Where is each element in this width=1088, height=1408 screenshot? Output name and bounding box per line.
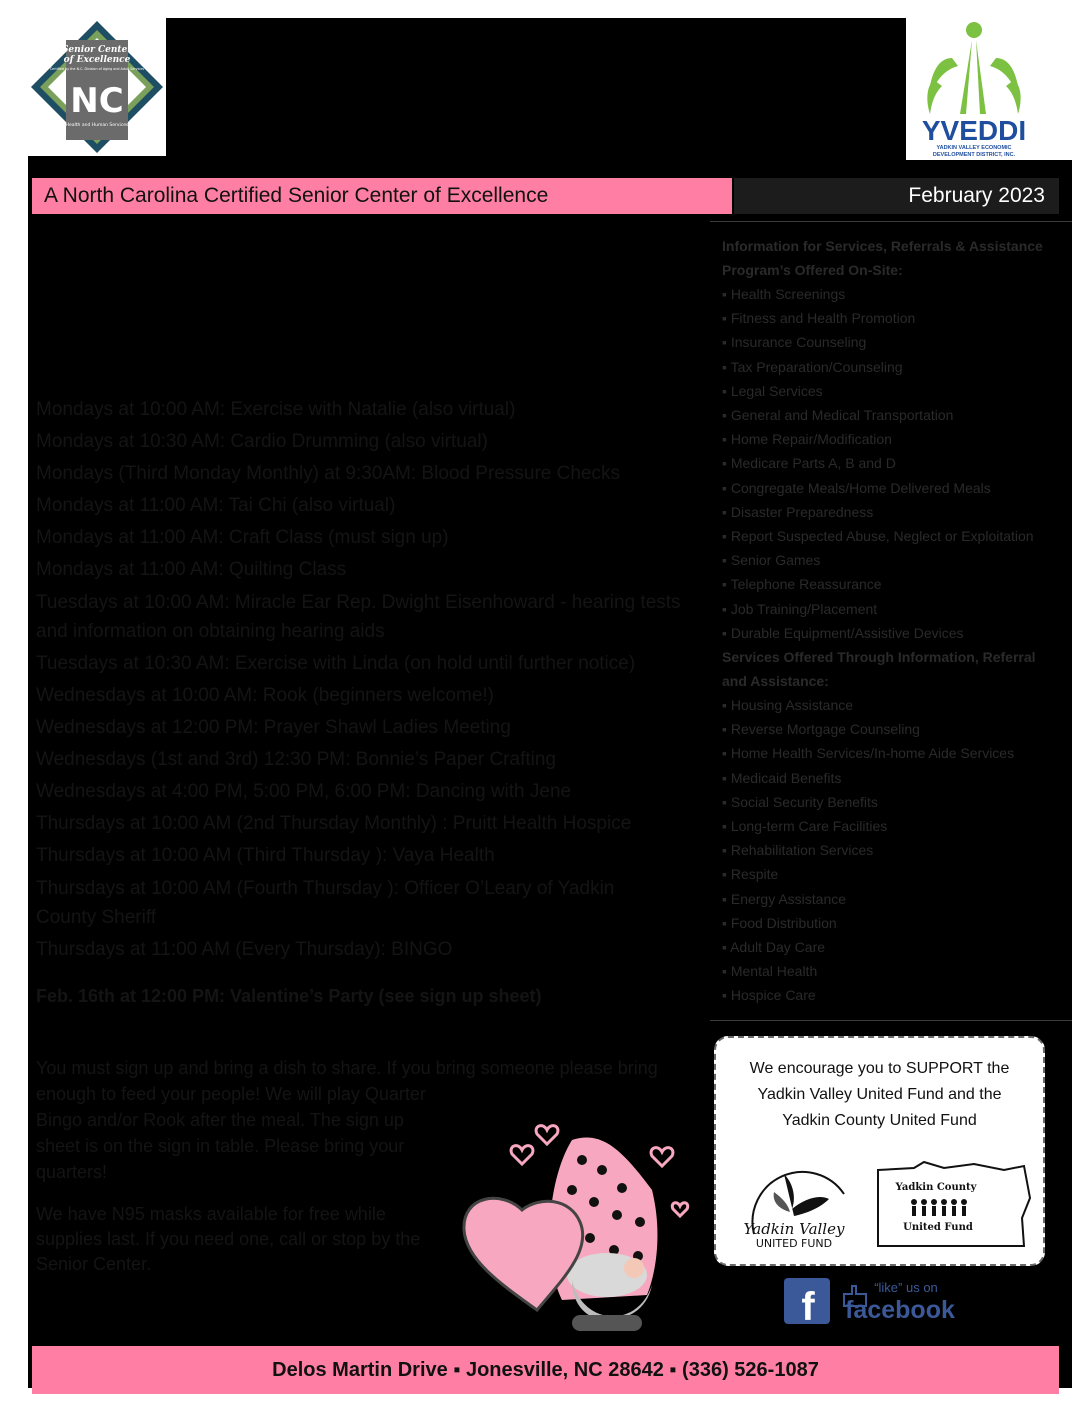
masks-notice: We have N95 masks available for free while supplies last. If you need one, call or stop by the Senior Center. <box>36 1204 421 1274</box>
onsite-program-item: ▪ Report Suspected Abuse, Neglect or Exploitation <box>722 528 1034 545</box>
onsite-program-item: ▪ Home Repair/Modification <box>722 431 892 448</box>
referral-service-item: ▪ Housing Assistance <box>722 697 854 714</box>
yveddi-tagline-1: YADKIN VALLEY ECONOMIC <box>936 145 1012 151</box>
sidebar-heading-onsite: Program’s Offered On-Site: <box>722 262 903 278</box>
support-line-2: Yadkin Valley United Fund and the <box>757 1086 1002 1103</box>
onsite-program-item: ▪ Health Screenings <box>722 286 846 302</box>
schedule-item: Thursdays at 10:00 AM (2nd Thursday Monthly) : Pruitt Health Hospice <box>36 813 632 834</box>
referral-service-item: ▪ Energy Assistance <box>722 890 847 907</box>
party-details-first-line: You must sign up and bring a dish to share. If you bring someone please bring <box>36 1058 658 1078</box>
support-message <box>716 1056 1043 1134</box>
referral-service-item: ▪ Adult Day Care <box>722 939 826 956</box>
onsite-program-item: ▪ Insurance Counseling <box>722 334 867 351</box>
sidebar-heading-referral-cont: and Assistance: <box>722 673 829 690</box>
sidebar-heading-info: Information for Services, Referrals & Assistance <box>722 238 1043 254</box>
schedule-item: Tuesdays at 10:00 AM: Miracle Ear Rep. Dwight Eisenhoward - hearing tests and information on obtaining hearing aids <box>36 592 681 642</box>
senior-center-excellence-logo <box>28 18 166 156</box>
referral-service-item: ▪ Medicaid Benefits <box>722 769 842 786</box>
logo-nc: NC <box>70 81 124 121</box>
schedule-item: Wednesdays at 12:00 PM: Prayer Shawl Ladies Meeting <box>36 717 511 738</box>
logo-line1: Senior Center <box>61 45 133 55</box>
yveddi-name: YVEDDI <box>921 115 1027 146</box>
onsite-program-item: ▪ Legal Services <box>722 382 823 399</box>
referral-service-item: ▪ Social Security Benefits <box>722 793 878 810</box>
referral-service-item: ▪ Reverse Mortgage Counseling <box>722 721 920 738</box>
sidebar-heading-referral: Services Offered Through Information, Referral <box>722 649 1036 666</box>
yadkin-valley-united-fund-logo <box>734 1154 864 1254</box>
yveddi-logo <box>906 18 1072 160</box>
onsite-program-item: ▪ Fitness and Health Promotion <box>722 310 916 327</box>
party-details: enough to feed your people! We will play Quarter Bingo and/or Rook after the meal. The sign up sheet is on the sign in table. Please bring your quarters! <box>36 1084 426 1182</box>
yv-logo-name: Yadkin Valley <box>743 1220 845 1238</box>
onsite-program-item: ▪ Senior Games <box>722 552 821 569</box>
logo-certified: Certified by the N.C. Division of Aging and Adult Services <box>49 67 145 71</box>
yveddi-tagline-2: DEVELOPMENT DISTRICT, INC. <box>932 152 1016 158</box>
facebook-like-text: “like” us on <box>874 1280 938 1295</box>
schedule-item: Wednesdays (1st and 3rd) 12:30 PM: Bonnie’s Paper Crafting <box>36 749 556 770</box>
united-fund-support-box <box>714 1036 1045 1266</box>
logo-line2: of Excellence <box>63 55 131 65</box>
referral-service-item: ▪ Food Distribution <box>722 914 837 931</box>
logo-dhhs: Health and Human Services <box>65 123 129 128</box>
onsite-program-item: ▪ Congregate Meals/Home Delivered Meals <box>722 479 991 496</box>
onsite-program-item: ▪ Disaster Preparedness <box>722 503 874 520</box>
svg-text:f: f <box>801 1285 815 1329</box>
schedule-item: Mondays at 11:00 AM: Tai Chi (also virtual) <box>36 495 396 516</box>
onsite-program-item: ▪ Durable Equipment/Assistive Devices <box>722 624 964 641</box>
banner-date: February 2023 <box>734 178 1059 214</box>
sidebar-divider-top <box>710 221 1072 222</box>
valentines-party-heading: Feb. 16th at 12:00 PM: Valentine’s Party (see sign up sheet) <box>36 986 542 1006</box>
schedule-item: Mondays at 10:00 AM: Exercise with Natalie (also virtual) <box>36 399 516 420</box>
schedule-item: Thursdays at 11:00 AM (Every Thursday): BINGO <box>36 939 453 960</box>
schedule-item: Mondays (Third Monday Monthly) at 9:30AM: Blood Pressure Checks <box>36 463 620 484</box>
schedule-item: Mondays at 11:00 AM: Craft Class (must sign up) <box>36 527 449 548</box>
support-line-1: We encourage you to SUPPORT the <box>749 1060 1010 1077</box>
schedule-item: Thursdays at 10:00 AM (Third Thursday ): Vaya Health <box>36 845 495 866</box>
support-line-3: Yadkin County United Fund <box>782 1112 977 1129</box>
referral-service-item: ▪ Home Health Services/In-home Aide Services <box>722 745 1015 762</box>
sidebar-divider-bottom <box>710 1020 1072 1021</box>
yv-logo-united-fund: UNITED FUND <box>755 1237 833 1250</box>
referral-service-item: ▪ Long-term Care Facilities <box>722 818 888 835</box>
facebook-brand: facebook <box>845 1296 955 1324</box>
yc-logo-united-fund: United Fund <box>903 1222 973 1233</box>
referral-service-item: ▪ Hospice Care <box>722 987 816 1004</box>
yadkin-county-united-fund-logo <box>874 1158 1034 1254</box>
facebook-like-badge[interactable] <box>782 1272 972 1342</box>
schedule-item: Thursdays at 10:00 AM (Fourth Thursday ): Officer O’Leary of Yadkin County Sheriff <box>36 878 615 928</box>
schedule-item: Wednesdays at 4:00 PM, 5:00 PM, 6:00 PM: Dancing with Jene <box>36 781 572 802</box>
banner-title: A North Carolina Certified Senior Center of Excellence <box>32 178 732 214</box>
valentine-gnome-illustration <box>452 1110 692 1340</box>
onsite-program-item: ▪ General and Medical Transportation <box>722 407 954 424</box>
footer-address: Delos Martin Drive ▪ Jonesville, NC 28642 ▪ (336) 526-1087 <box>32 1346 1059 1394</box>
onsite-program-item: ▪ Job Training/Placement <box>722 600 878 617</box>
services-sidebar <box>722 234 1062 1008</box>
weekly-schedule <box>36 394 706 966</box>
referral-service-item: ▪ Respite <box>722 866 779 883</box>
onsite-program-item: ▪ Medicare Parts A, B and D <box>722 455 896 472</box>
referral-service-item: ▪ Mental Health <box>722 963 818 980</box>
schedule-item: Mondays at 11:00 AM: Quilting Class <box>36 559 347 580</box>
referral-service-item: ▪ Rehabilitation Services <box>722 842 874 859</box>
schedule-item: Mondays at 10:30 AM: Cardio Drumming (also virtual) <box>36 431 488 452</box>
schedule-item: Wednesdays at 10:00 AM: Rook (beginners welcome!) <box>36 685 494 706</box>
schedule-item: Tuesdays at 10:30 AM: Exercise with Linda (on hold until further notice) <box>36 653 636 674</box>
onsite-program-item: ▪ Tax Preparation/Counseling <box>722 358 903 375</box>
yc-logo-name: Yadkin County <box>895 1182 977 1193</box>
onsite-program-item: ▪ Telephone Reassurance <box>722 576 882 593</box>
